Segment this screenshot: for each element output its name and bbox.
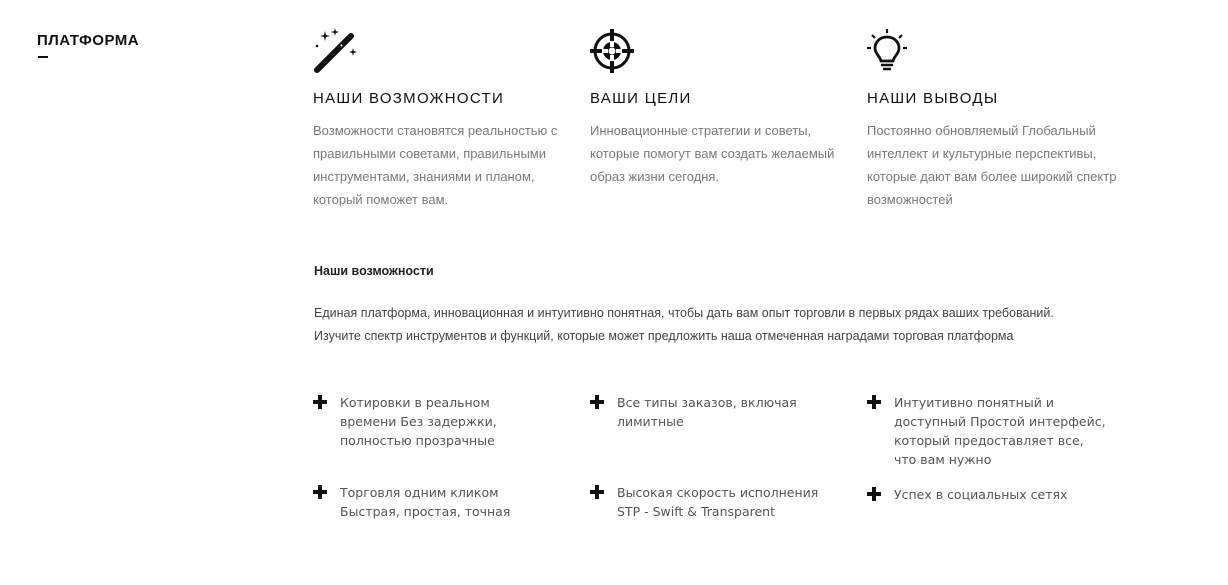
- section-title: ПЛАТФОРМА: [37, 32, 140, 49]
- intro-line: Изучите спектр инструментов и функций, которые может предложить наша отмеченная наградами торговая платформа: [314, 329, 1014, 343]
- feature-capabilities: [313, 28, 568, 211]
- list-item: [313, 393, 558, 450]
- target-icon: [590, 28, 636, 74]
- list-item: [867, 485, 1112, 504]
- plus-icon: [590, 395, 604, 409]
- list-item-text: Торговля одним кликом Быстрая, простая, точная: [340, 485, 511, 519]
- list-item: [590, 483, 835, 521]
- feature-text: Возможности становятся реальностью с правильными советами, правильными инструментами, знаниями и планом, который поможет вам.: [313, 123, 558, 207]
- plus-icon: [590, 485, 604, 499]
- lightbulb-icon: [867, 28, 913, 74]
- intro-line: Единая платформа, инновационная и интуитивно понятная, чтобы дать вам опыт торговли в первых рядах ваших требований.: [314, 306, 1054, 320]
- feature-text: Инновационные стратегии и советы, которые помогут вам создать желаемый образ жизни сегодня.: [590, 123, 835, 184]
- plus-icon: [867, 395, 881, 409]
- list-item: [590, 393, 835, 431]
- list-item-text: Успех в социальных сетях: [894, 487, 1068, 502]
- plus-icon: [313, 395, 327, 409]
- capabilities-heading: Наши возможности: [314, 264, 434, 278]
- feature-title: НАШИ ВОЗМОЖНОСТИ: [313, 90, 505, 107]
- list-item: [867, 393, 1127, 469]
- feature-goals: [590, 28, 845, 188]
- capabilities-intro: [314, 302, 1174, 348]
- list-item: [313, 483, 558, 521]
- feature-insights: [867, 28, 1122, 211]
- list-item-text: Интуитивно понятный и доступный Простой интерфейс, который предоставляет все, что вам нужно: [894, 395, 1106, 467]
- list-item-text: Высокая скорость исполнения STP - Swift & Transparent: [617, 485, 819, 519]
- feature-title: ВАШИ ЦЕЛИ: [590, 90, 692, 107]
- plus-icon: [313, 485, 327, 499]
- plus-icon: [867, 487, 881, 501]
- feature-text: Постоянно обновляемый Глобальный интеллект и культурные перспективы, которые дают вам более широкий спектр возможностей: [867, 123, 1117, 207]
- magic-wand-icon: [313, 28, 359, 74]
- list-item-text: Котировки в реальном времени Без задержки, полностью прозрачные: [340, 395, 497, 448]
- section-underline: [38, 56, 48, 58]
- list-item-text: Все типы заказов, включая лимитные: [617, 395, 797, 429]
- feature-title: НАШИ ВЫВОДЫ: [867, 90, 999, 107]
